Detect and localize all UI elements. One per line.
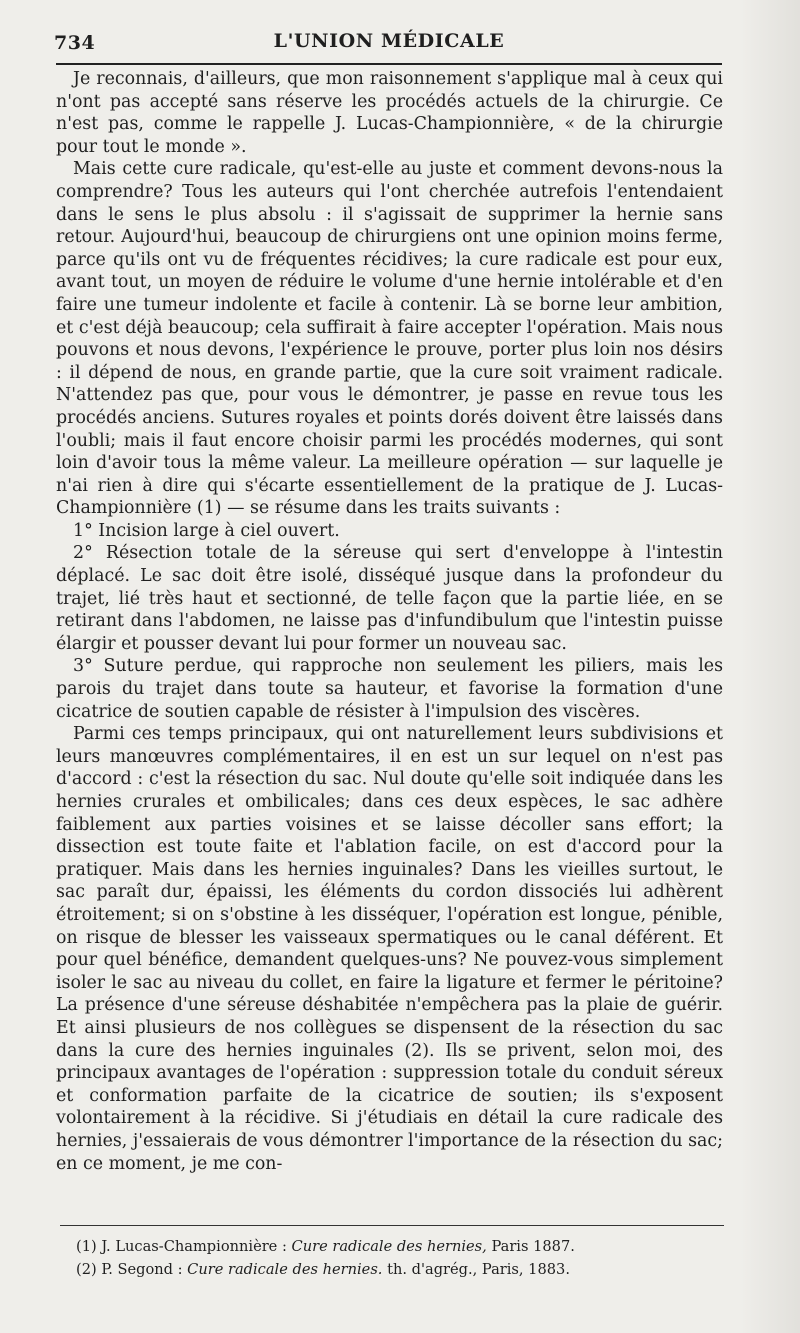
list-item: 1° Incision large à ciel ouvert.	[73, 520, 340, 541]
header-rule	[56, 63, 722, 65]
footnote-author: P. Segond :	[101, 1261, 183, 1278]
footnote-mark: (2)	[76, 1261, 97, 1278]
footnotes	[76, 1237, 696, 1283]
page-number: 734	[54, 32, 96, 54]
footnote-mark: (1)	[76, 1238, 97, 1255]
list-item: 3° Suture perdue, qui rapproche non seulement les piliers, mais les parois du trajet dans toute sa hauteur, et favorise la formation d'une cicatrice de soutien capable de résister à l'impulsion des viscères.	[56, 656, 723, 722]
paragraph: Je reconnais, d'ailleurs, que mon raisonnement s'applique mal à ceux qui n'ont pas accepté sans réserve les procédés actuels de la chirurgie. Ce n'est pas, comme le rappelle J. Lucas-Championnière, « de la chirurgie pour tout le monde ».	[56, 69, 723, 157]
footnote-author: J. Lucas-Championnière :	[101, 1238, 287, 1255]
footnote-work: Cure radicale des hernies.	[187, 1261, 383, 1278]
journal-title: L'UNION MÉDICALE	[273, 30, 505, 52]
body-text	[56, 68, 723, 1175]
footnote-details: Paris 1887.	[491, 1238, 575, 1255]
paragraph: Mais cette cure radicale, qu'est-elle au juste et comment devons-nous la comprendre? Tous les auteurs qui l'ont cherchée autrefois l'entendaient dans le sens le plus absolu : il s'agissait de supprimer la hernie sans retour. Aujourd'hui, beaucoup de chirurgiens ont une opinion moins ferme, parce qu'ils ont vu de fréquentes récidives; la cure radicale est pour eux, avant tout, un moyen de réduire le volume d'une hernie intolérable et d'en faire une tumeur indolente et facile à contenir. Là se borne leur ambition, et c'est déjà beaucoup; cela suffirait à faire accepter l'opération. Mais nous pouvons et nous devons, l'expérience le prouve, porter plus loin nos désirs : il dépend de nous, en grande partie, que la cure soit vraiment radicale. N'attendez pas que, pour vous le démontrer, je passe en revue tous les procédés anciens. Sutures royales et points dorés doivent être laissés dans l'oubli; mais il faut encore choisir parmi les procédés modernes, qui sont loin d'avoir tous la même valeur. La meilleure opération — sur laquelle je n'ai rien à dire qui s'écarte essentiellement de la pratique de J. Lucas-Championnière (1) — se résume dans les traits suivants :	[56, 159, 723, 519]
page-edge-shadow	[740, 0, 800, 1333]
list-item: 2° Résection totale de la séreuse qui sert d'enveloppe à l'intestin déplacé. Le sac doit être isolé, disséqué jusque dans la profondeur du trajet, lié très haut et sectionné, de telle façon que la partie liée, en se retirant dans l'abdomen, ne laisse pas d'infundibulum que l'intestin puisse élargir et pousser devant lui pour former un nouveau sac.	[56, 543, 723, 654]
footnote-work: Cure radicale des hernies,	[291, 1238, 487, 1255]
footnote-details: th. d'agrég., Paris, 1883.	[387, 1261, 570, 1278]
footnote	[76, 1237, 696, 1257]
footnote	[76, 1260, 696, 1280]
page-header	[54, 26, 724, 56]
footnote-rule	[60, 1225, 724, 1226]
paragraph: Parmi ces temps principaux, qui ont naturellement leurs subdivisions et leurs manœuvres complémentaires, il en est un sur lequel on n'est pas d'accord : c'est la résection du sac. Nul doute qu'elle soit indiquée dans les hernies crurales et ombilicales; dans ces deux espèces, le sac adhère faiblement aux parties voisines et se laisse décoller sans effort; la dissection est toute faite et l'ablation facile, on est d'accord pour la pratiquer. Mais dans les hernies inguinales? Dans les vieilles surtout, le sac paraît dur, épaissi, les éléments du cordon dissociés lui adhèrent étroitement; si on s'obstine à les disséquer, l'opération est longue, pénible, on risque de blesser les vaisseaux spermatiques ou le canal déférent. Et pour quel bénéfice, demandent quelques-uns? Ne pouvez-vous simplement isoler le sac au niveau du collet, en faire la ligature et fermer le péritoine? La présence d'une séreuse déshabitée n'empêchera pas la plaie de guérir. Et ainsi plusieurs de nos collègues se dispensent de la résection du sac dans la cure des hernies inguinales (2). Ils se privent, selon moi, des principaux avantages de l'opération : suppression totale du conduit séreux et conformation parfaite de la cicatrice de soutien; ils s'exposent volontairement à la récidive. Si j'étudiais en détail la cure radicale des hernies, j'essaierais de vous démontrer l'importance de la résection du sac; en ce moment, je me con-	[56, 724, 723, 1174]
